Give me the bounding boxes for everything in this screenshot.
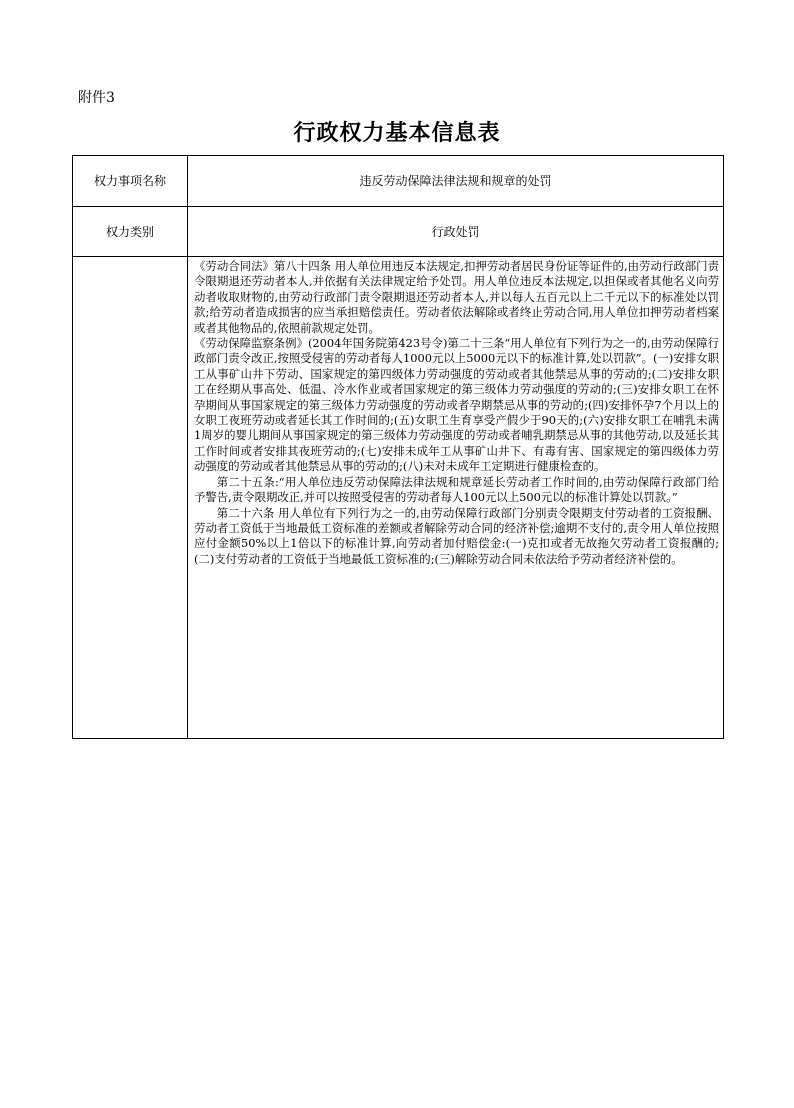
basis-paragraph-article-25: 第二十五条:“用人单位违反劳动保障法律法规和规章延长劳动者工作时间的,由劳动保障行政部门给予警告,责令限期改正,并可以按照受侵害的劳动者每人100元以上500元以的标准计算处以罚款。” xyxy=(194,474,719,505)
legal-basis-cell xyxy=(188,257,724,739)
power-name-value: 违反劳动保障法律法规和规章的处罚 xyxy=(188,156,724,207)
info-table xyxy=(72,155,724,739)
basis-paragraph-article-26: 第二十六条 用人单位有下列行为之一的,由劳动保障行政部门分别责令限期支付劳动者的工资报酬、劳动者工资低于当地最低工资标准的差额或者解除劳动合同的经济补偿;逾期不支付的,责令用人单位按照应付金额50%以上1倍以下的标准计算,向劳动者加付赔偿金:(一)克扣或者无故拖欠劳动者工资报酬的;(二)支付劳动者的工资低于当地最低工资标准的;(三)解除劳动合同未依法给予劳动者经济补偿的。 xyxy=(194,505,719,566)
power-type-value: 行政处罚 xyxy=(188,207,724,257)
basis-paragraph-supervision-regulation: 《劳动保障监察条例》(2004年国务院第423号令)第二十三条“用人单位有下列行为之一的,由劳动保障行政部门责令改正,按照受侵害的劳动者每人1000元以上5000元以下的标准计算,处以罚款”。(一)安排女职工从事矿山井下劳动、国家规定的第四级体力劳动强度的劳动或者其他禁忌从事的劳动的;(二)安排女职工在经期从事高处、低温、冷水作业或者国家规定的第三级体力劳动强度的劳动的;(三)安排女职工在怀孕期间从事国家规定的第三级体力劳动强度的劳动或者孕期禁忌从事的劳动的;(四)安排怀孕7个月以上的女职工夜班劳动或者延长其工作时间的;(五)女职工生育享受产假少于90天的;(六)安排女职工在哺乳未满1周岁的婴儿期间从事国家规定的第三级体力劳动强度的劳动或者哺乳期禁忌从事的其他劳动,以及延长其工作时间或者安排其夜班劳动的;(七)安排未成年工从事矿山井下、有毒有害、国家规定的第四级体力劳动强度的劳动或者其他禁忌从事的劳动的;(八)未对未成年工定期进行健康检查的。 xyxy=(194,336,719,474)
power-type-label: 权力类别 xyxy=(73,207,188,257)
basis-paragraph-labor-contract-law: 《劳动合同法》第八十四条 用人单位用违反本法规定,扣押劳动者居民身份证等证件的,由劳动行政部门责令限期退还劳动者本人,并依据有关法律规定给予处罚。用人单位违反本法规定,以担保或者其他名义向劳动者收取财物的,由劳动行政部门责令限期退还劳动者本人,并以每人五百元以上二千元以下的标准处以罚款;给劳动者造成损害的应当承担赔偿责任。劳动者依法解除或者终止劳动合同,用人单位扣押劳动者档案或者其他物品的,依照前款规定处罚。 xyxy=(194,259,719,335)
table-row-power-name xyxy=(73,156,724,207)
table-row-power-type xyxy=(73,207,724,257)
legal-basis-text xyxy=(188,257,723,567)
attachment-label: 附件3 xyxy=(78,90,115,106)
power-name-label: 权力事项名称 xyxy=(73,156,188,207)
table-row-legal-basis xyxy=(73,257,724,739)
document-title: 行政权力基本信息表 xyxy=(293,120,501,146)
legal-basis-label xyxy=(73,257,188,739)
